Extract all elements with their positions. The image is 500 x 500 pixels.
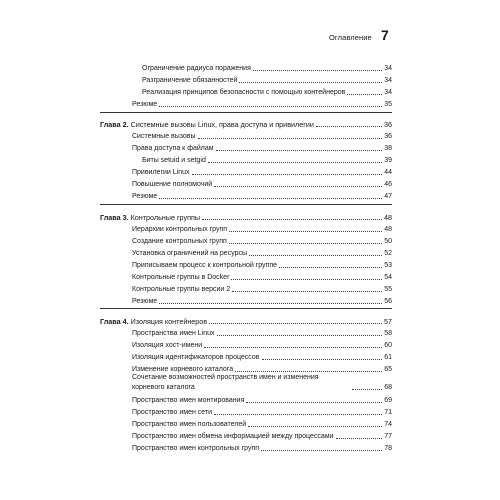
toc-entry-title: Системные вызовы [132,133,196,140]
toc-entry[interactable] [132,429,392,441]
leader-dots [232,290,382,292]
toc-entry[interactable] [132,282,392,294]
leader-dots [262,358,383,360]
toc-entry[interactable] [132,294,392,306]
toc-entry-page: 50 [384,238,392,245]
toc-entry-title: Пространство имен сети [132,409,213,416]
toc-entry-page: 65 [384,366,392,373]
divider [100,308,392,309]
toc-entry-title: Ограничение радиуса поражения [142,65,251,72]
leader-dots [279,266,382,268]
leader-dots [239,81,382,83]
toc-entry[interactable] [132,246,392,258]
toc-entry-title: Привилегии Linux [132,169,190,176]
header-page-number: 7 [381,27,389,43]
toc-entry[interactable] [132,189,392,201]
toc-entry-page: 61 [384,354,392,361]
toc-chapter-3[interactable] [100,210,392,222]
toc-entry-title: Сочетание возможностей пространств имен и изменения корневого каталога [132,374,319,391]
leader-dots [216,149,383,151]
toc-entry-page: 34 [384,77,392,84]
toc-entry[interactable] [132,338,392,350]
toc-entry-title: Биты setuid и setgid [142,157,206,164]
leader-dots [159,197,382,199]
divider [100,204,392,205]
toc-entry-page: 35 [384,101,392,108]
leader-dots [214,413,382,415]
toc-entry-page: 36 [384,120,392,129]
toc-entry-page: 57 [384,317,392,326]
toc-entry-page: 46 [384,181,392,188]
toc-entry-page: 54 [384,274,392,281]
toc-entry-page: 78 [384,445,392,452]
leader-dots [204,346,382,348]
toc-entry[interactable] [142,61,392,73]
toc-entry-title: Контрольные группы в Docker [132,274,230,281]
chapter-title: Системные вызовы Linux, права доступа и привилегии [128,120,314,129]
toc-entry-page: 74 [384,421,392,428]
chapter-label: Глава 2. [100,120,129,129]
leader-dots [229,242,382,244]
leader-dots [159,302,382,304]
leader-dots [159,105,382,107]
toc-entry-page: 77 [384,433,392,440]
running-header [329,26,399,48]
chapter-title: Изоляция контейнеров [128,317,208,326]
toc-entry-title: Пространство имен обмена информацией между процессами [132,433,334,440]
toc-entry-title: Права доступа к файлам [132,145,214,152]
leader-dots [261,449,382,451]
toc-entry-page: 58 [384,330,392,337]
leader-dots [202,218,382,220]
toc-entry[interactable] [132,326,392,338]
toc-entry-title: Иерархии контрольных групп [132,226,228,233]
chapter-title: Контрольные группы [128,213,201,222]
toc-entry-title: Пространство имен пользователей [132,421,247,428]
toc-entry[interactable] [132,370,392,392]
leader-dots [214,185,382,187]
chapter-label: Глава 3. [100,213,129,222]
leader-dots [336,437,383,439]
toc-entry-page: 34 [384,65,392,72]
leader-dots [253,69,382,71]
toc-entry[interactable] [132,417,392,429]
chapter-label: Глава 4. [100,317,129,326]
leader-dots [198,137,383,139]
toc-chapter-2[interactable] [100,117,392,129]
toc-entry[interactable] [132,441,392,453]
toc-entry-page: 36 [384,133,392,140]
toc-entry[interactable] [132,222,392,234]
toc-entry-title: Разграничение обязанностей [142,77,238,84]
header-title: Оглавление [329,33,372,42]
toc-entry[interactable] [132,129,392,141]
toc-entry-title: Резюме [132,298,158,305]
leader-dots [246,401,382,403]
toc-entry-page: 56 [384,298,392,305]
toc-entry-title: Создание контрольных групп [132,238,227,245]
toc-entry-title: Реализация принципов безопасности с помощью контейнеров [142,89,346,96]
toc-entry[interactable] [132,97,392,109]
toc-entry-page: 44 [384,169,392,176]
leader-dots [248,425,382,427]
leader-dots [192,173,383,175]
toc-entry-title: Резюме [132,101,158,108]
toc-entry-page: 60 [384,342,392,349]
toc-entry-title: Приписываем процесс к контрольной группе [132,262,278,269]
toc-entry-page: 69 [384,397,392,404]
leader-dots [316,125,382,127]
leader-dots [347,93,382,95]
toc-entry-title: Пространство имен монтирования [132,397,245,404]
toc-entry-title: Установка ограничений на ресурсы [132,250,248,257]
toc-entry-page: 48 [384,226,392,233]
toc-entry[interactable] [132,393,392,405]
toc-entry[interactable] [142,153,392,165]
toc-entry[interactable] [132,234,392,246]
leader-dots [209,322,382,324]
toc-entry-page: 38 [384,145,392,152]
toc-entry-title: Пространства имен Linux [132,330,215,337]
toc-entry-page: 39 [384,157,392,164]
toc-entry[interactable] [132,258,392,270]
leader-dots [249,254,382,256]
toc-entry-page: 52 [384,250,392,257]
toc-entry-page: 71 [384,409,392,416]
toc-entry-page: 34 [384,89,392,96]
toc-entry[interactable] [132,165,392,177]
leader-dots [231,278,382,280]
leader-dots [352,388,382,390]
leader-dots [208,161,382,163]
toc-entry-page: 55 [384,286,392,293]
toc-entry-page: 47 [384,193,392,200]
toc-entry[interactable] [142,73,392,85]
toc-entry-title: Изоляция идентификаторов процессов [132,354,260,361]
toc-entry-title: Пространство имен контрольных групп [132,445,260,452]
toc-entry-title: Контрольные группы версии 2 [132,286,231,293]
toc-entry[interactable] [132,177,392,189]
toc-entry-title: Изменение корневого каталога [132,366,234,373]
divider [100,112,392,113]
toc-entry[interactable] [142,85,392,97]
toc-entry[interactable] [132,350,392,362]
toc-chapter-4[interactable] [100,314,392,326]
toc-entry-title: Повышение полномочий [132,181,213,188]
leader-dots [217,334,383,336]
toc-entry-title: Изоляция хост-имени [132,342,203,349]
toc-entry[interactable] [132,141,392,153]
toc-entry[interactable] [132,270,392,282]
leader-dots [229,230,382,232]
toc-entry[interactable] [132,405,392,417]
toc-entry-title: Резюме [132,193,158,200]
toc-entry-page: 68 [384,384,392,391]
toc-entry-page: 53 [384,262,392,269]
toc-entry-page: 48 [384,213,392,222]
